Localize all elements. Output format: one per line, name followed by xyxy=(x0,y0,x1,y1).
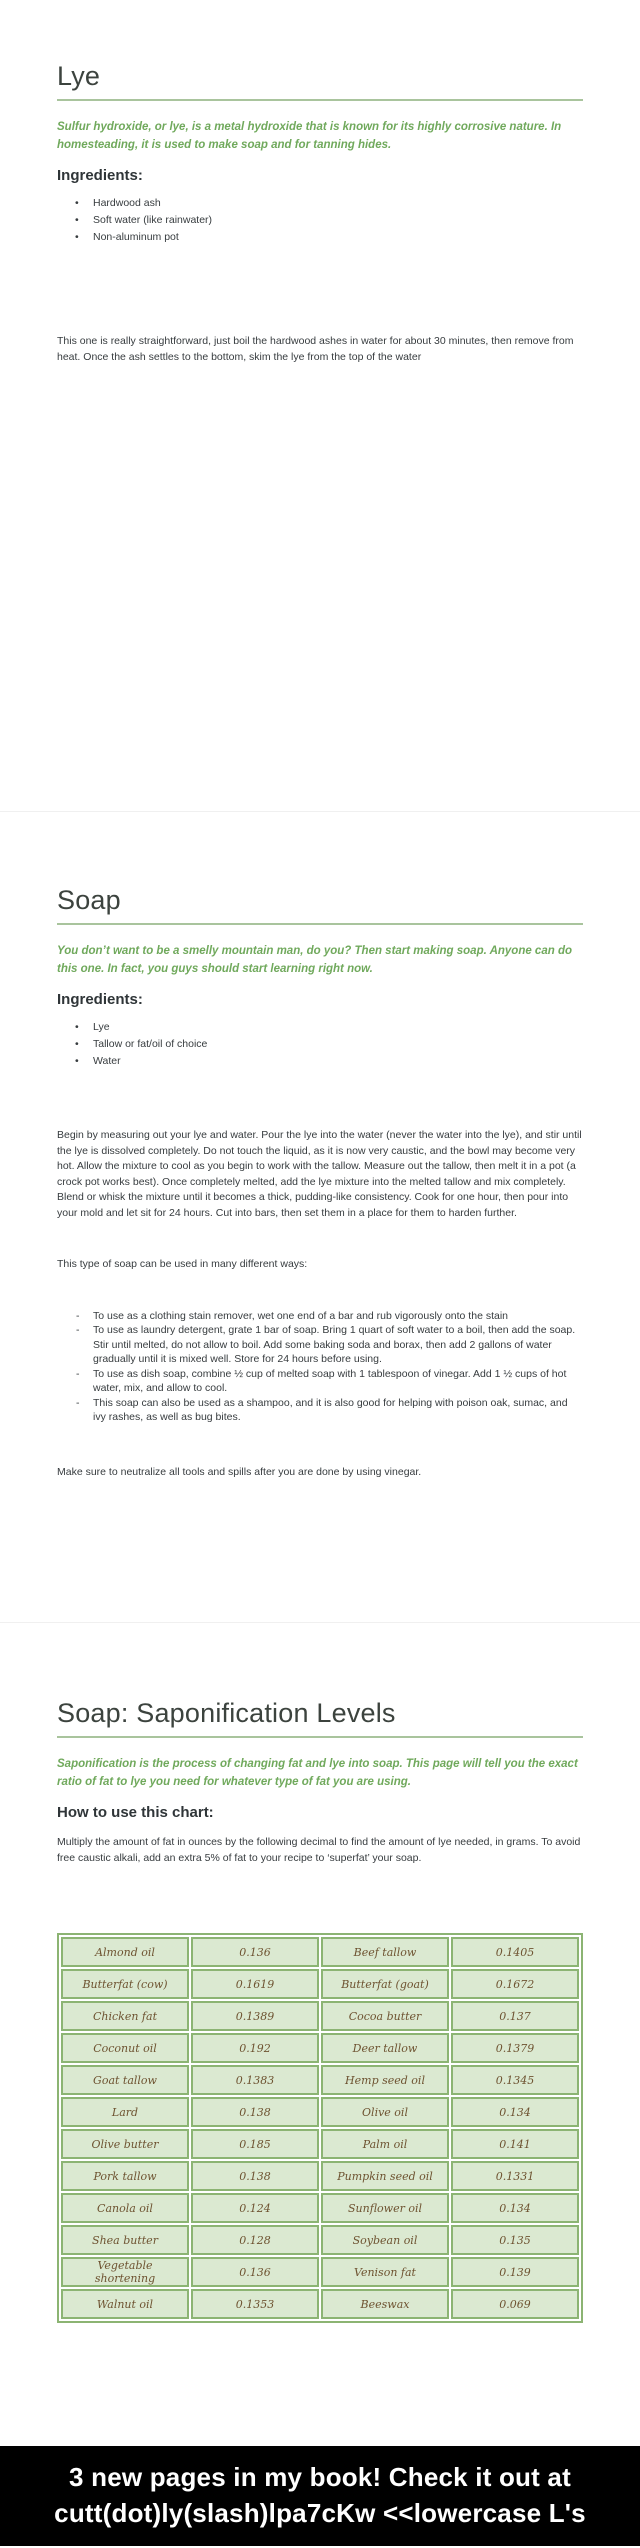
fat-cell: Deer tallow xyxy=(321,2033,449,2063)
ratio-cell: 0.1345 xyxy=(451,2065,579,2095)
promo-banner xyxy=(0,2446,640,2546)
table-row xyxy=(61,2097,579,2127)
section-title-saponification: Soap: Saponification Levels xyxy=(57,1698,583,1738)
lye-instructions-paragraph: This one is really straightforward, just boil the hardwood ashes in water for about 30 minutes, then remove from heat. Once the ash settles to the bottom, skim the lye from the top of the water xyxy=(57,335,574,363)
fat-cell: Pork tallow xyxy=(61,2161,189,2191)
ratio-cell: 0.069 xyxy=(451,2289,579,2319)
ratio-cell: 0.1405 xyxy=(451,1937,579,1967)
ratio-cell: 0.141 xyxy=(451,2129,579,2159)
ratio-cell: 0.135 xyxy=(451,2225,579,2255)
fat-cell: Shea butter xyxy=(61,2225,189,2255)
list-item: • Hardwood ash xyxy=(57,195,583,212)
ratio-cell: 0.139 xyxy=(451,2257,579,2287)
saponification-intro-text: Saponification is the process of changing fat and lye into soap. This page will tell you the exact ratio of fat to lye you need for whatever type of fat you are using. xyxy=(57,1758,578,1788)
table-row xyxy=(61,2001,579,2031)
list-item: • Soft water (like rainwater) xyxy=(57,212,583,229)
fat-cell: Chicken fat xyxy=(61,2001,189,2031)
fat-cell: Olive oil xyxy=(321,2097,449,2127)
list-item: - To use as a clothing stain remover, wet one end of a bar and rub vigorously onto the stain xyxy=(57,1309,583,1324)
ratio-cell: 0.185 xyxy=(191,2129,319,2159)
fat-cell: Goat tallow xyxy=(61,2065,189,2095)
fat-cell: Beef tallow xyxy=(321,1937,449,1967)
fat-cell: Walnut oil xyxy=(61,2289,189,2319)
ratio-cell: 0.1383 xyxy=(191,2065,319,2095)
ratio-cell: 0.1379 xyxy=(451,2033,579,2063)
soap-safety-note: Make sure to neutralize all tools and spills after you are done by using vinegar. xyxy=(57,1465,422,1478)
table-row xyxy=(61,2193,579,2223)
lye-ingredients-list xyxy=(57,195,583,246)
list-item: • Lye xyxy=(57,1019,583,1036)
fat-cell: Vegetable shortening xyxy=(61,2257,189,2287)
fat-cell: Beeswax xyxy=(321,2289,449,2319)
fat-cell: Butterfat (cow) xyxy=(61,1969,189,1999)
list-item: • Tallow or fat/oil of choice xyxy=(57,1036,583,1053)
banner-line-2: cutt(dot)ly(slash)lpa7cKw <<lowercase L's xyxy=(54,2498,586,2528)
fat-cell: Almond oil xyxy=(61,1937,189,1967)
list-item: • Non-aluminum pot xyxy=(57,229,583,246)
fat-cell: Palm oil xyxy=(321,2129,449,2159)
banner-line-1: 3 new pages in my book! Check it out at xyxy=(69,2462,571,2492)
lye-ingredients-heading: Ingredients: xyxy=(57,167,143,184)
table-row xyxy=(61,2065,579,2095)
list-item: - This soap can also be used as a shampoo, and it is also good for helping with poison oak, sumac, and ivy rashes, as well as bug bites. xyxy=(57,1396,583,1425)
table-row xyxy=(61,2033,579,2063)
fat-cell: Lard xyxy=(61,2097,189,2127)
saponification-table xyxy=(57,1933,583,2323)
ratio-cell: 0.128 xyxy=(191,2225,319,2255)
soap-instructions-paragraph: Begin by measuring out your lye and water. Pour the lye into the water (never the water into the lye), and stir until the lye is dissolved completely. Do not touch the liquid, as it is now very caustic, and the bowl may become very hot. Allow the mixture to cool as you begin to work with the tallow. Measure out the tallow, then melt it in a pot (a crock pot works best). Once completely melted, add the lye mixture into the melted tallow and mix completely. Blend or whisk the mixture until it becomes a thick, pudding-like consistency. Cook for one hour, then pour into your mold and let sit for 24 hours. Cut into bars, then set them in a place for them to harden further. xyxy=(57,1129,582,1219)
ratio-cell: 0.138 xyxy=(191,2097,319,2127)
howto-paragraph: Multiply the amount of fat in ounces by the following decimal to find the amount of lye needed, in grams. To avoid free caustic alkali, add an extra 5% of fat to your recipe to ‘superfat’ your soap. xyxy=(57,1836,581,1864)
fat-cell: Hemp seed oil xyxy=(321,2065,449,2095)
ratio-cell: 0.124 xyxy=(191,2193,319,2223)
list-item: - To use as dish soap, combine ½ cup of melted soap with 1 tablespoon of vinegar. Add 1 ½ cups of hot water, mix, and allow to cool. xyxy=(57,1367,583,1396)
table-row xyxy=(61,2289,579,2319)
table-row xyxy=(61,2129,579,2159)
page-lye xyxy=(0,0,640,812)
page-saponification xyxy=(0,1623,640,2446)
soap-ingredients-list xyxy=(57,1019,583,1070)
fat-cell: Canola oil xyxy=(61,2193,189,2223)
ratio-cell: 0.1389 xyxy=(191,2001,319,2031)
ratio-cell: 0.138 xyxy=(191,2161,319,2191)
table-row xyxy=(61,2225,579,2255)
table-row xyxy=(61,2161,579,2191)
soap-uses-intro: This type of soap can be used in many different ways: xyxy=(57,1258,308,1270)
ratio-cell: 0.136 xyxy=(191,1937,319,1967)
ratio-cell: 0.134 xyxy=(451,2193,579,2223)
ratio-cell: 0.134 xyxy=(451,2097,579,2127)
list-item: • Water xyxy=(57,1053,583,1070)
fat-cell: Soybean oil xyxy=(321,2225,449,2255)
list-item: - To use as laundry detergent, grate 1 bar of soap. Bring 1 quart of soft water to a boil, then add the soap. Stir until melted, do not allow to boil. Add some baking soda and borax, then add 2 gallons of water gradually until it is mixed well. Store for 24 hours before using. xyxy=(57,1323,583,1367)
section-title-soap: Soap xyxy=(57,885,583,925)
section-title-lye: Lye xyxy=(57,61,583,101)
fat-cell: Sunflower oil xyxy=(321,2193,449,2223)
ratio-cell: 0.137 xyxy=(451,2001,579,2031)
page-soap xyxy=(0,812,640,1623)
fat-cell: Butterfat (goat) xyxy=(321,1969,449,1999)
fat-cell: Coconut oil xyxy=(61,2033,189,2063)
ratio-cell: 0.1331 xyxy=(451,2161,579,2191)
soap-intro-text: You don’t want to be a smelly mountain man, do you? Then start making soap. Anyone can do this one. In fact, you guys should start learning right now. xyxy=(57,945,572,975)
table-row xyxy=(61,2257,579,2287)
ratio-cell: 0.1619 xyxy=(191,1969,319,1999)
ratio-cell: 0.136 xyxy=(191,2257,319,2287)
table-row xyxy=(61,1937,579,1967)
soap-uses-list xyxy=(57,1309,583,1425)
table-row xyxy=(61,1969,579,1999)
ratio-cell: 0.192 xyxy=(191,2033,319,2063)
fat-cell: Pumpkin seed oil xyxy=(321,2161,449,2191)
fat-cell: Cocoa butter xyxy=(321,2001,449,2031)
soap-ingredients-heading: Ingredients: xyxy=(57,991,143,1008)
lye-intro-text: Sulfur hydroxide, or lye, is a metal hydroxide that is known for its highly corrosive nature. In homesteading, it is used to make soap and for tanning hides. xyxy=(57,121,562,151)
howto-heading: How to use this chart: xyxy=(57,1804,214,1821)
fat-cell: Olive butter xyxy=(61,2129,189,2159)
ratio-cell: 0.1672 xyxy=(451,1969,579,1999)
ratio-cell: 0.1353 xyxy=(191,2289,319,2319)
fat-cell: Venison fat xyxy=(321,2257,449,2287)
